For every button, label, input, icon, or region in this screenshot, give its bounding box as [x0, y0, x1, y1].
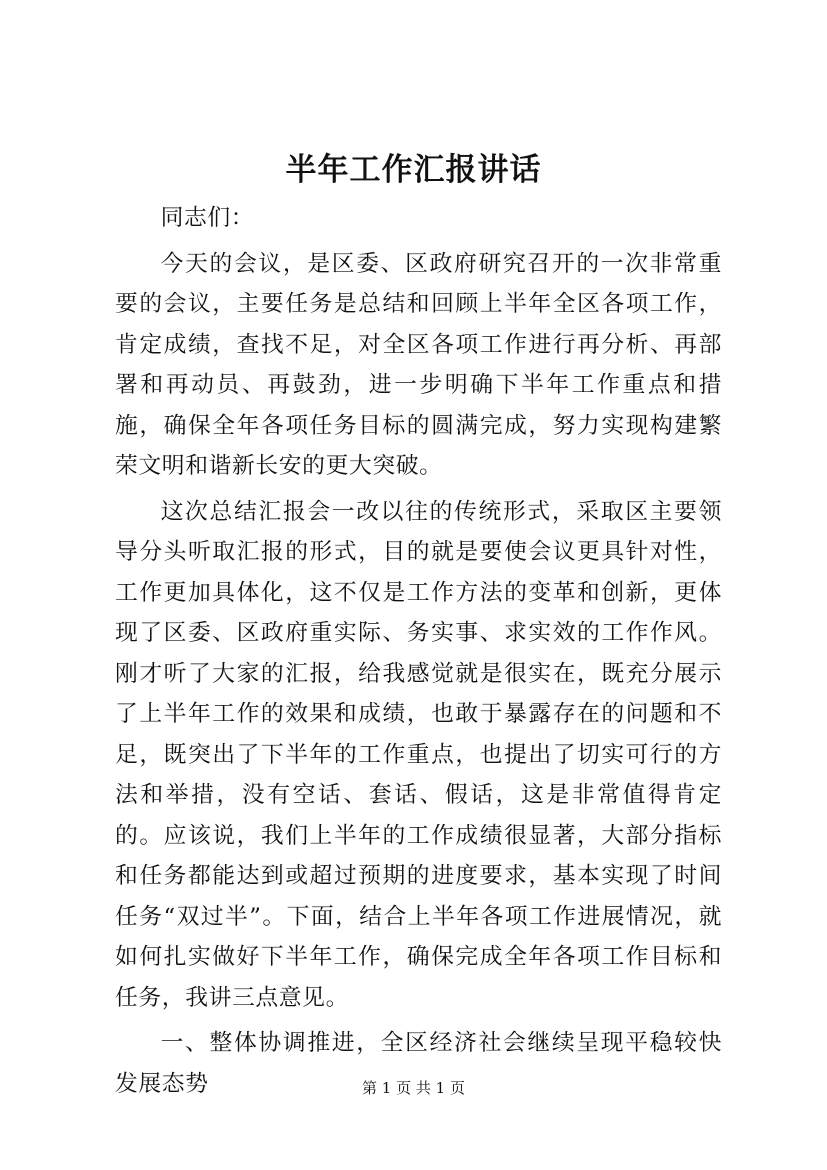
paragraph-1: 今天的会议，是区委、区政府研究召开的一次非常重要的会议，主要任务是总结和回顾上半年全区各项工作，肯定成绩，查找不足，对全区各项工作进行再分析、再部署和再动员、再鼓劲，进一步明确下半年工作重点和措施，确保全年各项任务目标的圆满完成，努力实现构建繁荣文明和谐新长安的更大突破。: [115, 250, 722, 479]
page-footer: 第 1 页 共 1 页: [362, 1079, 465, 1097]
section-heading-1: 一、整体协调推进，全区经济社会继续呈现平稳较快发展态势: [115, 1030, 722, 1097]
salutation: 同志们：: [160, 205, 255, 231]
document-body: [115, 198, 722, 1104]
paragraph-2: 这次总结汇报会一改以往的传统形式，采取区主要领导分头听取汇报的形式，目的就是要使会议更具针对性，工作更加具体化，这不仅是工作方法的变革和创新，更体现了区委、区政府重实际、务实事、求实效的工作作风。刚才听了大家的汇报，给我感觉就是很实在，既充分展示了上半年工作的效果和成绩，也敢于暴露存在的问题和不足，既突出了下半年的工作重点，也提出了切实可行的方法和举措，没有空话、套话、假话，这是非常值得肯定的。应该说，我们上半年的工作成绩很显著，大部分指标和任务都能达到或超过预期的进度要求，基本实现了时间任务“双过半”。下面，结合上半年各项工作进展情况，就如何扎实做好下半年工作，确保完成全年各项工作目标和任务，我讲三点意见。: [115, 498, 722, 1011]
document-title: 半年工作汇报讲话: [285, 152, 542, 188]
